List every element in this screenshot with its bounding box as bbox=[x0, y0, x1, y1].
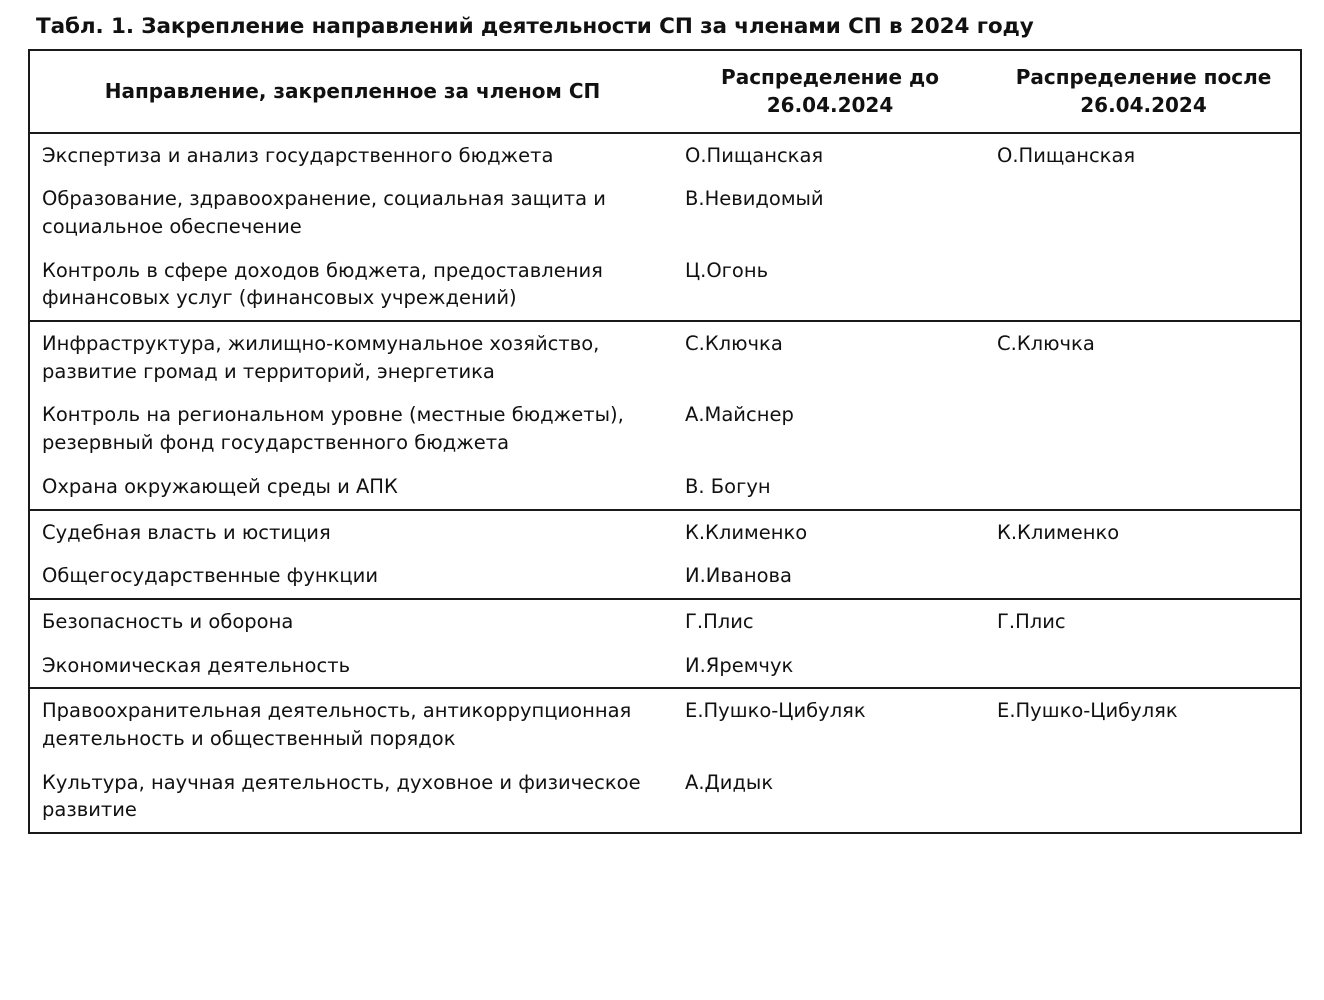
table-body bbox=[29, 133, 1301, 833]
cell-after: О.Пищанская bbox=[997, 143, 1136, 167]
cell-after: Г.Плис bbox=[985, 599, 1301, 688]
cell-before: А.Майснер bbox=[685, 403, 794, 427]
cell-after: К.Клименко bbox=[985, 510, 1301, 599]
cell-direction: Культура, научная деятельность, духовное и физическое развитие bbox=[42, 770, 641, 822]
cell-before: И.Яремчук bbox=[685, 653, 794, 677]
cell-before: И.Иванова bbox=[685, 564, 792, 588]
cell-direction: Охрана окружающей среды и АПК bbox=[42, 474, 398, 498]
cell-direction: Общегосударственные функции bbox=[42, 564, 379, 588]
table-row bbox=[29, 133, 1301, 178]
cell-direction: Безопасность и оборона bbox=[29, 599, 673, 644]
column-header-after: Распределение после 26.04.2024 bbox=[985, 50, 1301, 133]
column-header-direction: Направление, закрепленное за членом СП bbox=[29, 50, 673, 133]
cell-direction: Правоохранительная деятельность, антикоррупционная деятельность и общественный порядок bbox=[29, 688, 673, 760]
cell-after: С.Ключка bbox=[985, 321, 1301, 509]
cell-direction: Инфраструктура, жилищно-коммунальное хозяйство, развитие громад и территорий, энергетика bbox=[29, 321, 673, 393]
cell-direction: Экономическая деятельность bbox=[42, 653, 351, 677]
cell-before: К.Клименко bbox=[673, 510, 985, 555]
cell-direction: Контроль в сфере доходов бюджета, предоставления финансовых услуг (финансовых учреждений) bbox=[42, 258, 603, 310]
cell-before: А.Дидык bbox=[685, 770, 774, 794]
cell-before: Е.Пушко-Цибуляк bbox=[673, 688, 985, 760]
cell-direction: Контроль на региональном уровне (местные бюджеты), резервный фонд государственного бюджета bbox=[42, 403, 624, 455]
cell-direction: Образование, здравоохранение, социальная защита и социальное обеспечение bbox=[42, 187, 606, 239]
cell-after: Е.Пушко-Цибуляк bbox=[985, 688, 1301, 833]
table-row bbox=[29, 510, 1301, 555]
table-caption: Табл. 1. Закрепление направлений деятельности СП за членами СП в 2024 году bbox=[36, 14, 1034, 39]
cell-before: О.Пищанская bbox=[685, 143, 824, 167]
table-header bbox=[29, 50, 1301, 133]
cell-before: Г.Плис bbox=[673, 599, 985, 644]
cell-before: Ц.Огонь bbox=[685, 258, 769, 282]
table-row bbox=[29, 599, 1301, 644]
cell-before: В.Невидомый bbox=[685, 187, 824, 211]
table-row bbox=[29, 688, 1301, 760]
assignments-table bbox=[28, 49, 1302, 834]
table-header-row bbox=[29, 50, 1301, 133]
cell-before: В. Богун bbox=[685, 474, 771, 498]
column-header-before: Распределение до 26.04.2024 bbox=[673, 50, 985, 133]
cell-before: С.Ключка bbox=[673, 321, 985, 393]
table-row bbox=[29, 321, 1301, 393]
cell-direction: Судебная власть и юстиция bbox=[29, 510, 673, 555]
cell-direction: Экспертиза и анализ государственного бюджета bbox=[42, 143, 554, 167]
